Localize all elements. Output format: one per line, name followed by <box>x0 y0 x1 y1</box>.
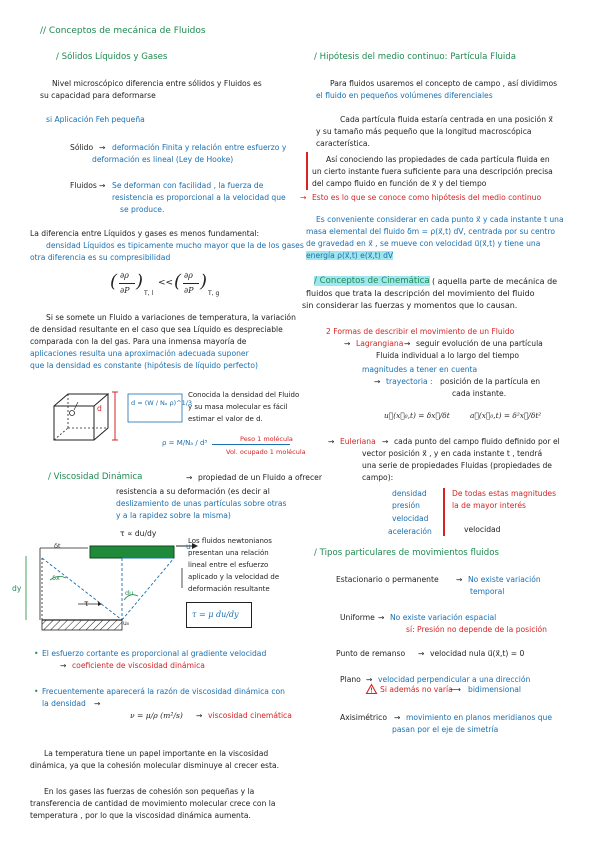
text-nivel-1: Nivel microscópico diferencia entre sólidos y Fluidos es <box>52 79 262 88</box>
eq-op: << <box>158 278 174 288</box>
text-asi-2: un cierto instante fuera suficiente para una descripción precisa <box>312 167 553 176</box>
plate-du-label: du <box>125 589 134 597</box>
text-est-2: temporal <box>470 587 505 596</box>
text-tray-1: posición de la partícula en <box>440 377 541 386</box>
text-esto: Esto es lo que se conoce como hipótesis del medio continuo <box>312 193 542 202</box>
label-solido: Sólido <box>70 143 94 152</box>
margin-rule <box>306 152 308 190</box>
prop-item: velocidad <box>392 514 429 523</box>
plate-delta-label: δt <box>54 542 61 550</box>
text-visc-2: resistencia a su deformación (es decir al <box>116 487 270 496</box>
text-est-1: No existe variación <box>468 575 541 584</box>
plate-dx-label: δx <box>52 574 60 582</box>
text-cada-3: característica. <box>316 139 370 148</box>
text-cin-1: ( aquella parte de mecánica de <box>432 277 558 286</box>
text-conv-2: masa elemental del fluido δm = ρ(x⃗,t) dV, centrada por su centro <box>306 227 556 236</box>
prop-item: densidad <box>392 489 427 498</box>
text-temp-1: La temperatura tiene un papel importante en la viscosidad <box>44 749 269 758</box>
text-uni-2: sí: Presión no depende de la posición <box>406 625 547 634</box>
arrow-icon: ⇝ <box>186 473 193 482</box>
text-eul-4: campo): <box>362 473 394 482</box>
label-fluidos: Fluidos <box>70 181 97 190</box>
heading-cinematica <box>314 276 430 287</box>
text-solido-2: deformación es lineal (Ley de Hooke) <box>92 155 234 164</box>
fraction-bar <box>119 283 135 284</box>
label-axisimetrico: Axisimétrico <box>340 713 387 722</box>
label-lagrangiana: Lagrangiana <box>356 339 404 348</box>
arrow-icon: ⇝ <box>374 377 381 386</box>
text-si-2: de densidad resultante en el caso que sea Líquido es despreciable <box>30 325 283 334</box>
brace-line <box>443 488 445 536</box>
arrow-icon: ⇝ <box>394 713 401 722</box>
text-visc-1: propiedad de un Fluido a ofrecer <box>198 473 322 482</box>
text-newt-2: presentan una relación <box>188 549 269 557</box>
acc-eq: a⃗(x⃗₀,t) = δ²x⃗/δt² <box>470 411 542 420</box>
text-cin-2: fluidos que trata la descripción del movimiento del fluido <box>306 289 535 298</box>
plate-tau-label: τ <box>84 599 89 608</box>
heading-solidos: / Sólidos Líquidos y Gases <box>56 52 168 62</box>
tau-top-eq: τ ∝ du/dy <box>120 529 157 538</box>
label-remanso: Punto de remanso <box>336 649 406 658</box>
eq-rhs-num: ∂ρ <box>184 271 193 280</box>
text-visc-4: y a la rapidez sobre la misma) <box>116 511 231 520</box>
arrow-icon: ⇝ <box>382 437 389 446</box>
text-dif-3: otra diferencia es su compresibilidad <box>30 253 171 262</box>
arrow-icon: ⇝ <box>196 711 203 720</box>
text-dif-2: densidad Líquidos es tipicamente mucho mayor que la de los gases <box>46 241 304 250</box>
vel-eq: u⃗(x⃗₀,t) = δx⃗/δt <box>384 411 450 420</box>
arrow-icon: ⇝ <box>344 339 351 348</box>
arrow-icon: → <box>300 193 307 202</box>
text-si-1: Si se somete un Fluido a variaciones de temperatura, la variación <box>46 313 296 322</box>
cube-d-label: d <box>97 404 102 413</box>
text-hip-1: Para fluidos usaremos el concepto de campo , así dividimos <box>330 79 558 88</box>
tau-eq: τ = μ du/dy <box>192 610 239 619</box>
text-uni-1: No existe variación espacial <box>390 613 497 622</box>
rho-num-note: Peso 1 molécula <box>240 435 293 443</box>
text-gas-1: En los gases las fuerzas de cohesión son pequeñas y la <box>44 787 255 796</box>
text-props-note-2: la de mayor interés <box>452 501 526 510</box>
text-fluidos-1: Se deforman con facilidad , la fuerza de <box>112 181 264 190</box>
text-conv-4a <box>306 250 393 261</box>
bullet-icon: • <box>34 649 39 658</box>
text-si-aplicacion: si Aplicación Feh pequeña <box>46 115 145 124</box>
text-lag-1: seguir evolución de una partícula <box>416 339 543 348</box>
arrow-icon: ⇝ <box>60 661 67 670</box>
arrow-icon: ⇝ <box>418 649 425 658</box>
text-plano-3: bidimensional <box>468 685 522 694</box>
text-si-5: que la densidad es constante (hipótesis de líquido perfecto) <box>30 361 259 370</box>
heading-hipotesis: / Hipótesis del medio continuo: Partícula Fluida <box>314 52 517 62</box>
rho-den-note: Vol. ocupado 1 molécula <box>226 448 306 456</box>
text-conocida-2: y su masa molecular es fácil <box>188 403 288 411</box>
text-b1-2: coeficiente de viscosidad dinámica <box>72 661 205 670</box>
text-newt-4: aplicado y la velocidad de <box>188 573 280 581</box>
label-estacionario: Estacionario o permanente <box>336 575 439 584</box>
text-plano-2: Si además no varía <box>380 685 453 694</box>
nu-eq: ν = μ/ρ (m²/s) <box>130 711 183 720</box>
text-si-3a: comparada con la del gas. Para una inmensa mayoría de <box>30 337 247 346</box>
text-asi-1: Así conociendo las propiedades de cada partícula fluida en <box>326 155 550 164</box>
label-euleriana: Euleriana <box>340 437 376 446</box>
text-b2-2: la densidad <box>42 699 86 708</box>
arrow-icon: ⇝ <box>456 575 463 584</box>
arrow-icon: ⇝ <box>378 613 385 622</box>
label-trayectoria: trayectoria : <box>386 377 433 386</box>
text-conv-4: energía ρ(x⃗,t) e(x⃗,t) dV <box>306 251 394 260</box>
text-newt-1: Los fluidos newtonianos <box>188 537 272 545</box>
label-uniforme: Uniforme <box>340 613 375 622</box>
text-si-4: aplicaciones resulta una aproximación adecuada suponer <box>30 349 249 358</box>
text-gas-2: transferencia de cantidad de movimiento molecular crece con la <box>30 799 276 808</box>
text-b2-1: Frecuentemente aparecerá la razón de viscosidad dinámica con <box>42 687 285 696</box>
long-arrow-icon: ⟶ <box>450 685 461 694</box>
text-nivel-2: su capacidad para deformarse <box>40 91 156 100</box>
arrow-icon: ⇝ <box>99 181 106 190</box>
text-b1-1: El esfuerzo cortante es proporcional al gradiente velocidad <box>42 649 267 658</box>
text-solido-1: deformación Finita y relación entre esfuerzo y <box>112 143 287 152</box>
bullet-icon: • <box>34 687 39 696</box>
text-plano-1: velocidad perpendicular a una dirección <box>378 675 531 684</box>
text-props-note-1: De todas estas magnitudes <box>452 489 557 498</box>
eq-lhs-sub: T, l <box>144 290 154 297</box>
label-plano: Plano <box>340 675 361 684</box>
eq-rhs-sub: T, g <box>208 290 220 297</box>
arrow-icon: ⇝ <box>94 699 101 708</box>
text-cin-3: sin considerar las fuerzas y momentos que lo causan. <box>302 301 518 310</box>
text-formas: 2 Formas de describir el movimiento de un Fluido <box>326 327 515 336</box>
prop-item: aceleración <box>388 527 432 536</box>
text-eul-1: cada punto del campo fluido definido por el <box>394 437 560 446</box>
cube-formula: d = (W / Nₐ ρ)^1/3 <box>131 399 193 407</box>
heading-viscosidad: / Viscosidad Dinámica <box>48 472 143 482</box>
text-fluidos-2: resistencia es proporcional a la velocidad que <box>112 193 286 202</box>
text-conv-3: de gravedad en x⃗ , se mueve con velocidad u⃗(x⃗,t) y tiene una <box>306 239 541 248</box>
text-eul-2: vector posición x⃗ , y en cada instante t , tendrá <box>362 449 543 458</box>
eq-rhs-den: ∂P <box>184 286 194 295</box>
arrow-icon: ⇝ <box>99 143 106 152</box>
arrow-icon: ⇝ <box>366 675 373 684</box>
text-gas-3: temperatura , por lo que la viscosidad dinámica aumenta. <box>30 811 251 820</box>
text-cada-2: y su tamaño más pequeño que la longitud macroscópica <box>316 127 532 136</box>
page-title: // Conceptos de mecánica de Fluidos <box>40 26 206 36</box>
eq-lhs-den: ∂P <box>120 286 130 295</box>
warning-icon <box>366 684 377 694</box>
prop-item: presión <box>392 501 420 510</box>
text-temp-2: dinámica, ya que la cohesión molecular disminuye al crecer esta. <box>30 761 280 770</box>
fraction-bar <box>183 283 199 284</box>
text-nu-label: viscosidad cinemática <box>208 711 292 720</box>
text-hip-2: el fluido en pequeños volúmenes diferenciales <box>316 91 493 100</box>
text-tray-2: cada instante. <box>452 389 507 398</box>
rho-formula: ρ = M/Nₐ / d³ <box>162 439 208 447</box>
fraction-bar <box>212 444 290 445</box>
plate-dy-label: dy <box>12 584 22 593</box>
text-props-note-3: velocidad <box>464 525 501 534</box>
paren-close-icon: ) <box>200 271 208 292</box>
text-dif-1: La diferencia entre Líquidos y gases es menos fundamental: <box>30 229 260 238</box>
text-lag-2: Fluida individual a lo largo del tiempo <box>376 351 520 360</box>
text-newt-3: lineal entre el esfuerzo <box>188 561 269 569</box>
paren-close-icon: ) <box>136 271 144 292</box>
text-asi-3: del campo fluido en función de x⃗ y del tiempo <box>312 179 487 188</box>
text-conocida-3: estimar el valor de d. <box>188 415 263 423</box>
paren-open-icon: ( <box>174 271 182 292</box>
plate-u0-label: u₀ <box>123 620 130 627</box>
text-cada-1: Cada partícula fluida estaría centrada en una posición x⃗ <box>340 115 553 124</box>
arrow-icon: ⇝ <box>328 437 335 446</box>
text-rem-1: velocidad nula u⃗(x⃗,t) = 0 <box>430 649 525 658</box>
plate-u-label: u <box>186 542 191 551</box>
text-fluidos-3: se produce. <box>120 205 165 214</box>
text-newt-5: deformación resultante <box>188 585 270 593</box>
text-eul-3a: una serie de propiedades Fluidas (propiedades de <box>362 461 552 470</box>
paren-open-icon: ( <box>110 271 118 292</box>
eq-lhs-num: ∂ρ <box>120 271 129 280</box>
text-conocida-1: Conocida la densidad del Fluido <box>188 391 300 399</box>
arrow-icon: ⇝ <box>404 339 411 348</box>
text-axi-2: pasan por el eje de simetría <box>392 725 499 734</box>
text-conv-1: Es conveniente considerar en cada punto x⃗ y cada instante t una <box>316 215 564 224</box>
text-axi-1: movimiento en planos meridianos que <box>406 713 553 722</box>
text-lag-3: magnitudes a tener en cuenta <box>362 365 478 374</box>
heading-tipos: / Tipos particulares de movimientos fluidos <box>314 548 499 558</box>
heading-cinematica-text: / Conceptos de Cinemática <box>314 276 430 286</box>
text-visc-3: deslizamiento de unas partículas sobre otras <box>116 499 287 508</box>
